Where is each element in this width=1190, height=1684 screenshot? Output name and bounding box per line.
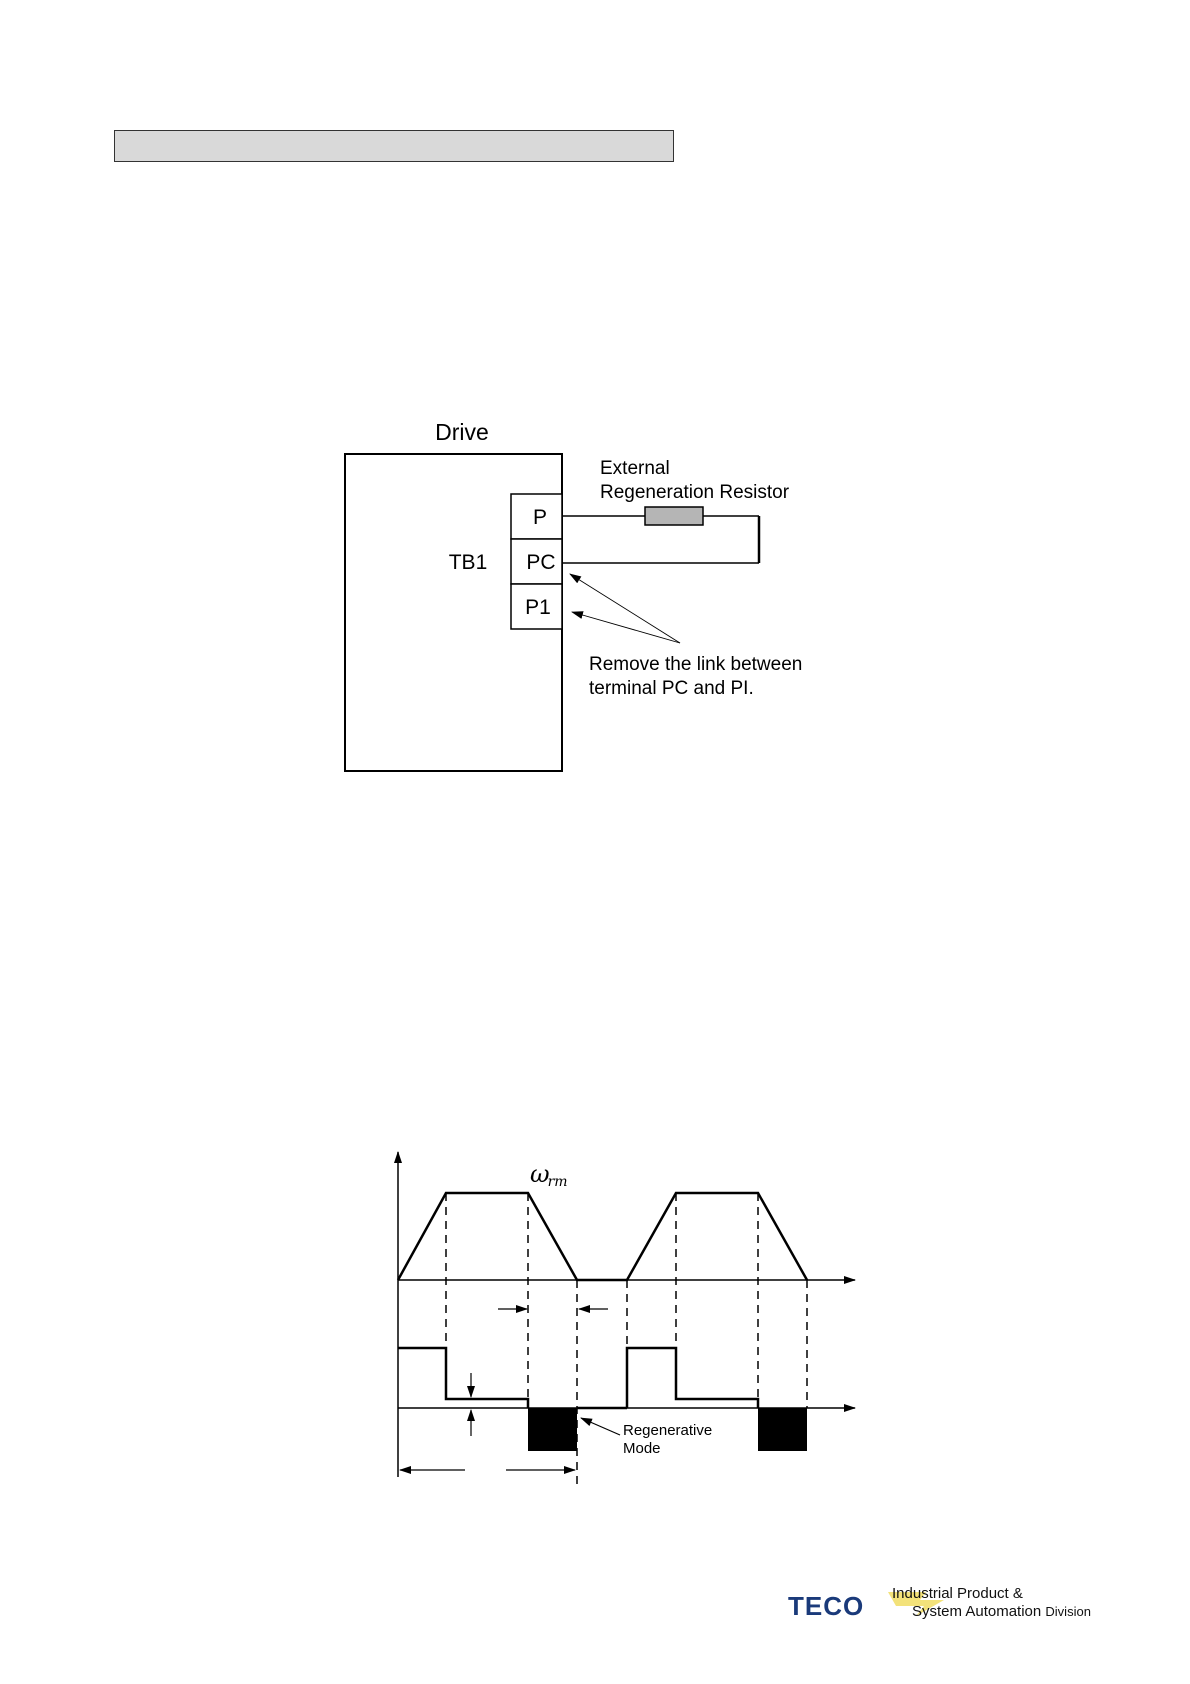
note-line2: terminal PC and PI. bbox=[589, 678, 754, 699]
regen-pointer-arrow bbox=[581, 1418, 620, 1435]
speed-symbol: ωrm bbox=[530, 1160, 568, 1190]
resistor-label-line2: Regeneration Resistor bbox=[600, 482, 790, 503]
note-arrow-p1 bbox=[572, 612, 680, 643]
terminal-p1-label: P1 bbox=[525, 596, 551, 619]
terminal-pc-label: PC bbox=[526, 551, 556, 574]
drive-label: Drive bbox=[435, 419, 489, 445]
torque-profile-b bbox=[627, 1348, 758, 1408]
logo-wordmark: TECO bbox=[788, 1591, 865, 1621]
division-line2: System Automation Division bbox=[912, 1603, 1091, 1620]
regen-label-line1: Regenerative bbox=[623, 1422, 713, 1439]
timing-diagram bbox=[398, 1152, 855, 1484]
regenerative-block-2 bbox=[758, 1408, 807, 1451]
tb1-label: TB1 bbox=[448, 551, 488, 574]
note-arrow-pc bbox=[570, 574, 680, 643]
torque-profile-a bbox=[398, 1348, 528, 1408]
regen-label-line2: Mode bbox=[623, 1440, 661, 1457]
regeneration-resistor bbox=[645, 507, 703, 525]
teco-logo bbox=[788, 1585, 1091, 1625]
wiring-diagram bbox=[345, 419, 802, 771]
note-line1: Remove the link between bbox=[589, 654, 803, 675]
regenerative-block-1 bbox=[528, 1408, 577, 1451]
resistor-label-line1: External bbox=[600, 458, 670, 479]
speed-profile bbox=[398, 1193, 807, 1280]
division-line1: Industrial Product & bbox=[892, 1585, 1023, 1602]
terminal-p-label: P bbox=[532, 506, 548, 529]
